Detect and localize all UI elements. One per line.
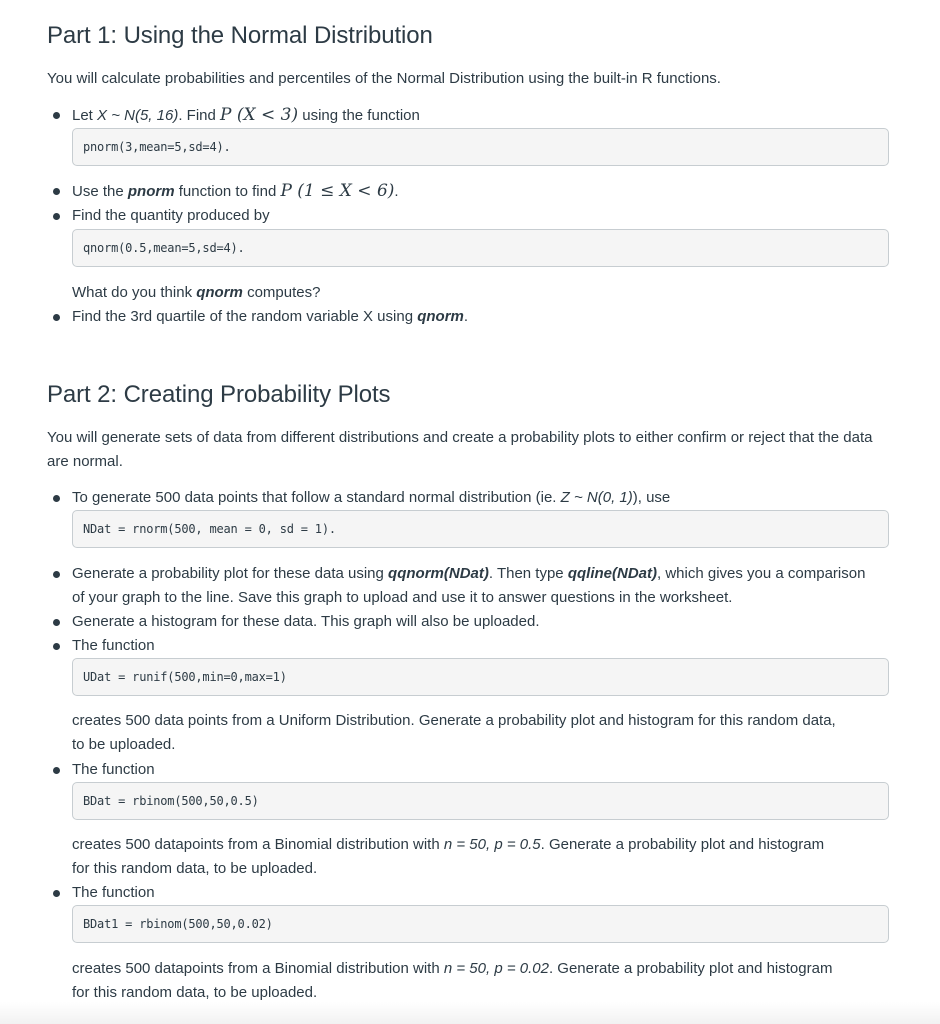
bullet-icon	[53, 188, 60, 195]
part2-item-6: The function	[72, 884, 155, 901]
code-block-runif[interactable]: UDat = runif(500,min=0,max=1)	[72, 658, 889, 696]
bullet-icon	[53, 495, 60, 502]
math-expression: P (X < 3)	[220, 105, 299, 125]
bullet-icon	[53, 112, 60, 119]
distribution-notation: Z ~ N(0, 1)	[560, 489, 633, 506]
code-block-rnorm[interactable]: NDat = rnorm(500, mean = 0, sd = 1).	[72, 510, 889, 548]
part1-item-1: Let X ~ N(5, 16). Find P (X < 3) using the function	[72, 105, 420, 125]
code-block-pnorm[interactable]: pnorm(3,mean=5,sd=4).	[72, 128, 889, 166]
part2-intro: You will generate sets of data from different distributions and create a probability plots to either confirm or reject that the data are normal.	[47, 429, 873, 470]
part2-item-3: Generate a histogram for these data. This graph will also be uploaded.	[72, 613, 540, 630]
part2-item-1: To generate 500 data points that follow a standard normal distribution (ie. Z ~ N(0, 1)), use	[72, 489, 671, 506]
part1-intro: You will calculate probabilities and percentiles of the Normal Distribution using the built-in R functions.	[47, 70, 721, 87]
part1-item-2: Use the pnorm function to find P (1 ≤ X < 6).	[72, 181, 399, 201]
part2-item-6-desc-line2: for this random data, to be uploaded.	[72, 984, 318, 1001]
part2-item-4: The function	[72, 637, 155, 654]
part2-item-5-desc: creates 500 datapoints from a Binomial distribution with n = 50, p = 0.5. Generate a probability plot and histogram	[72, 836, 825, 853]
bullet-icon	[53, 619, 60, 626]
part1-item-3-question: What do you think qnorm computes?	[72, 284, 321, 301]
bullet-icon	[53, 314, 60, 321]
part2-item-5-desc-line2: for this random data, to be uploaded.	[72, 860, 318, 877]
part2-item-6-desc: creates 500 datapoints from a Binomial distribution with n = 50, p = 0.02. Generate a probability plot and histogram	[72, 960, 833, 977]
math-expression: P (1 ≤ X < 6)	[280, 181, 395, 201]
bullet-icon	[53, 643, 60, 650]
bullet-icon	[53, 890, 60, 897]
bottom-fade	[0, 1002, 940, 1024]
part1-heading: Part 1: Using the Normal Distribution	[47, 22, 433, 49]
part2-item-4-desc-line2: to be uploaded.	[72, 736, 176, 753]
part2-item-2-line2: of your graph to the line. Save this graph to upload and use it to answer questions in the worksheet.	[72, 589, 733, 606]
part2-item-5: The function	[72, 761, 155, 778]
distribution-notation: X ~ N(5, 16)	[97, 107, 179, 124]
bullet-icon	[53, 767, 60, 774]
code-block-rbinom-002[interactable]: BDat1 = rbinom(500,50,0.02)	[72, 905, 889, 943]
code-block-rbinom-05[interactable]: BDat = rbinom(500,50,0.5)	[72, 782, 889, 820]
part2-heading: Part 2: Creating Probability Plots	[47, 381, 391, 408]
part1-item-4: Find the 3rd quartile of the random variable X using qnorm.	[72, 308, 469, 325]
part2-item-4-desc: creates 500 data points from a Uniform Distribution. Generate a probability plot and histogram for this random data,	[72, 712, 836, 729]
code-block-qnorm[interactable]: qnorm(0.5,mean=5,sd=4).	[72, 229, 889, 267]
part1-item-3: Find the quantity produced by	[72, 207, 270, 224]
bullet-icon	[53, 213, 60, 220]
part2-item-2: Generate a probability plot for these data using qqnorm(NDat). Then type qqline(NDat), which gives you a comparison	[72, 565, 866, 582]
bullet-icon	[53, 571, 60, 578]
